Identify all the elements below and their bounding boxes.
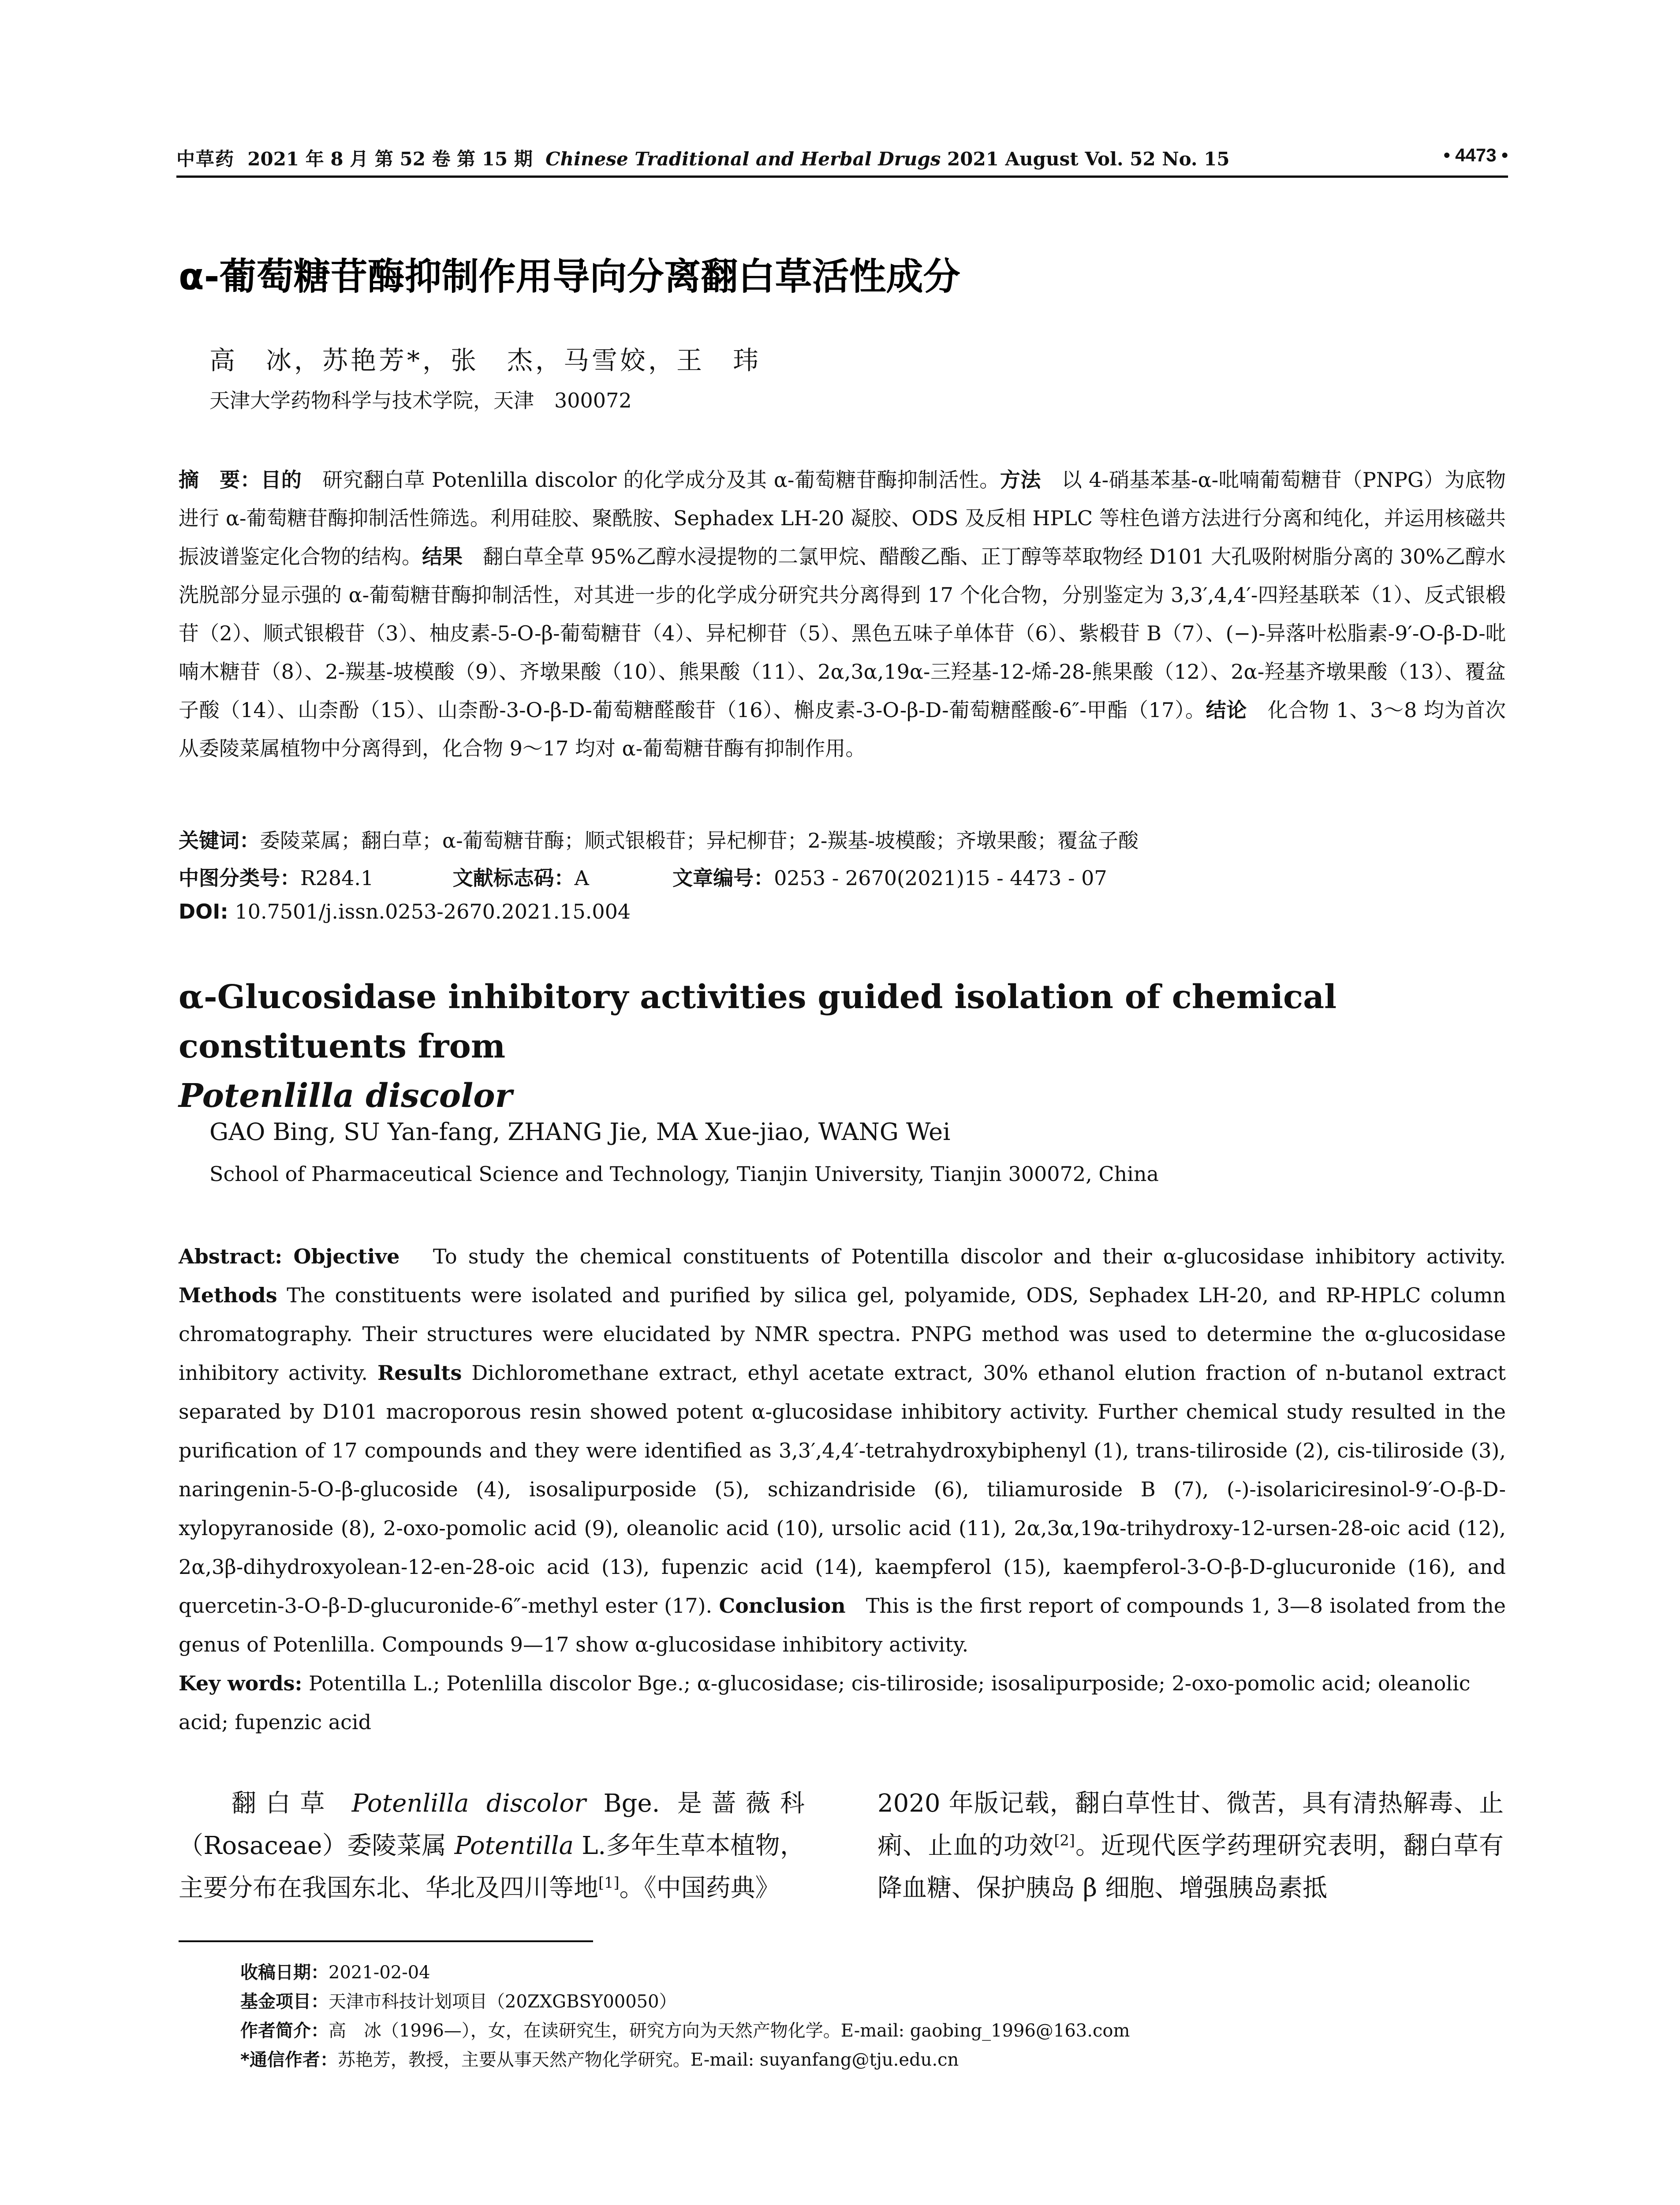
title-en [179, 972, 1506, 1121]
keywords-cn [179, 825, 1139, 854]
doi-line [179, 900, 631, 923]
authors-en: GAO Bing, SU Yan-fang, ZHANG Jie, MA Xue-jiao, WANG Wei [209, 1118, 951, 1146]
footnote-label: 作者简介： [240, 2021, 329, 2041]
footnote-text: 2021-02-04 [329, 1962, 430, 1983]
methods-text: 以 4-硝基苯基-α-吡喃葡萄糖苷（PNPG）为底物进行 α-葡萄糖苷酶抑制活性筛选。利用硅胶、聚酰胺、Sephadex LH-20 凝胶、ODS 及反相 HPLC 等柱色谱方法进行分离和纯化，并运用核磁共振波谱鉴定化合物的结构。 [179, 468, 1506, 568]
article-no-value: 0253 - 2670(2021)15 - 4473 - 07 [774, 866, 1107, 890]
footnote-label: 收稿日期： [240, 1962, 329, 1983]
doi-label: DOI: [179, 900, 228, 923]
article-no-label: 文章编号： [672, 866, 774, 890]
footnote-received [240, 1958, 1475, 1987]
conclusion-label: 结论 [1206, 698, 1247, 722]
authors-cn: 高 冰，苏艳芳*，张 杰，马雪姣，王 玮 [209, 345, 762, 375]
keywords-cn-label: 关键词： [179, 829, 260, 852]
species-name: Potenlilla discolor [351, 1789, 586, 1818]
conclusion-en-label: Conclusion [719, 1594, 846, 1618]
running-header [176, 145, 1508, 171]
footnote-text: 苏艳芳，教授，主要从事天然产物化学研究。E-mail: suyanfang@tju.edu.cn [337, 2050, 959, 2070]
footnote-text: 高 冰（1996—），女，在读研究生，研究方向为天然产物化学。E-mail: gaobing_1996@163.com [329, 2021, 1130, 2041]
abstract-cn [179, 461, 1506, 768]
citation-ref: [1] [598, 1874, 620, 1891]
footnotes [240, 1958, 1475, 2074]
footnote-label: *通信作者： [240, 2050, 338, 2070]
affiliation-cn: 天津大学药物科学与技术学院，天津 300072 [209, 389, 632, 412]
keywords-en [179, 1664, 1506, 1742]
objective-text: 研究翻白草 Potenlilla discolor 的化学成分及其 α-葡萄糖苷酶抑制活性。 [302, 468, 1000, 492]
doc-code-label: 文献标志码： [452, 866, 575, 890]
page-number: • 4473 • [1443, 145, 1508, 165]
genus-name: Potentilla [454, 1831, 574, 1860]
conclusion-text: 化合物 1、3～8 均为首次从委陵菜属植物中分离得到，化合物 9～17 均对 α-葡萄糖苷酶有抑制作用。 [179, 698, 1506, 760]
title-cn: α-葡萄糖苷酶抑制作用导向分离翻白草活性成分 [179, 255, 960, 298]
body-text: Bge. 是蔷薇科（Rosaceae）委陵菜属 [179, 1789, 805, 1860]
issue-en: 2021 August Vol. 52 No. 15 [947, 148, 1230, 170]
keywords-en-label: Key words: [179, 1671, 302, 1695]
abstract-en [179, 1237, 1506, 1742]
abstract-label: 摘 要： [179, 468, 261, 492]
clc-value: R284.1 [300, 866, 374, 890]
citation-ref: [2] [1054, 1831, 1075, 1849]
results-en-label: Results [377, 1361, 462, 1385]
keywords-en-text: Potentilla L.; Potenlilla discolor Bge.; α-glucosidase; cis-tiliroside; isosalipurposide; 2-oxo-pomolic acid; oleanolic acid; fupenzic acid [179, 1671, 1471, 1734]
affiliation-en: School of Pharmaceutical Science and Technology, Tianjin University, Tianjin 300072, China [209, 1162, 1159, 1186]
body-text: L.多年生草本植物，主要分布在我国东北、华北及四川等地 [179, 1831, 805, 1902]
journal-name-cn: 中草药 [176, 148, 235, 170]
clc-label: 中图分类号： [179, 866, 300, 890]
doi-value: 10.7501/j.issn.0253-2670.2021.15.004 [235, 900, 631, 923]
objective-en-label: Objective [293, 1245, 400, 1268]
conclusion-en-text: This is the first report of compounds 1, 3—8 isolated from the genus of Potenlilla. Compounds 9—17 show α-glucosidase inhibitory activity. [179, 1594, 1506, 1656]
title-en-line1: α-Glucosidase inhibitory activities guided isolation of chemical constituents from [179, 978, 1337, 1065]
methods-en-text: The constituents were isolated and purified by silica gel, polyamide, ODS, Sephadex LH-20, and RP-HPLC column chromatography. Their structures were elucidated by NMR spectra. PNPG method was used to determine the α-glucosidase inhibitory activity. [179, 1283, 1506, 1385]
results-label: 结果 [422, 545, 463, 568]
body-column-right [877, 1783, 1504, 1910]
footnote-fund [240, 1987, 1475, 2016]
issue-cn: 2021 年 8 月 第 52 卷 第 15 期 [247, 148, 533, 170]
footnote-rule [179, 1940, 593, 1942]
objective-label: 目的 [261, 468, 302, 492]
journal-name-en: Chinese Traditional and Herbal Drugs [545, 148, 941, 170]
results-text: 翻白草全草 95%乙醇水浸提物的二氯甲烷、醋酸乙酯、正丁醇等萃取物经 D101 大孔吸附树脂分离的 30%乙醇水洗脱部分显示强的 α-葡萄糖苷酶抑制活性，对其进一步的化学成分研究共分离得到 17 个化合物，分别鉴定为 3,3′,4,4′-四羟基联苯（1）、反式银椴苷（2）、顺式银椴苷（3）、柚皮素-5-O-β-葡萄糖苷（4）、异杞柳苷（5）、黑色五味子单体苷（6）、紫椴苷 B（7）、(−)-异落叶松脂素-9′-O-β-D-吡喃木糖苷（8）、2-羰基-坡模酸（9）、齐墩果酸（10）、熊果酸（11）、2α,3α,19α-三羟基-12-烯-28-熊果酸（12）、2α-羟基齐墩果酸（13）、覆盆子酸（14）、山柰酚（15）、山柰酚-3-O-β-D-葡萄糖醛酸苷（16）、槲皮素-3-O-β-D-葡萄糖醛酸-6″-甲酯（17）。 [179, 545, 1506, 722]
footnote-author [240, 2016, 1475, 2045]
abstract-en-label: Abstract: [179, 1245, 283, 1268]
results-en-text: Dichloromethane extract, ethyl acetate extract, 30% ethanol elution fraction of n-butanol extract separated by D101 macroporous resin showed potent α-glucosidase inhibitory activity. Further chemical study resulted in the purification of 17 compounds and they were identified as 3,3′,4,4′-tetrahydroxybiphenyl (1), trans-tiliroside (2), cis-tiliroside (3), naringenin-5-O-β-glucoside (4), isosalipurposide (5), schizandriside (6), tiliamuroside B (7), (-)-isolariciresinol-9′-O-β-D-xylopyranoside (8), 2-oxo-pomolic acid (9), oleanolic acid (10), ursolic acid (11), 2α,3α,19α-trihydroxy-12-ursen-28-oic acid (12), 2α,3β-dihydroxyolean-12-en-28-oic acid (13), fupenzic acid (14), kaempferol (15), kaempferol-3-O-β-D-glucuronide (16), and quercetin-3-O-β-D-glucuronide-6″-methyl ester (17). [179, 1361, 1506, 1618]
body-text: 。近现代医学药理研究表明，翻白草有降血糖、保护胰岛 β 细胞、增强胰岛素抵 [877, 1831, 1504, 1902]
body-column-left [179, 1783, 805, 1910]
footnote-text: 天津市科技计划项目（20ZXGBSY00050） [329, 1992, 677, 2012]
classification-line [179, 862, 1107, 891]
title-en-line2: Potenlilla discolor [179, 1077, 512, 1115]
body-text: 2020 年版记载，翻白草性甘、微苦，具有清热解毒、止痢、止血的功效 [877, 1789, 1504, 1860]
methods-en-label: Methods [179, 1283, 277, 1307]
footnote-corresponding [240, 2045, 1475, 2074]
objective-en-text: To study the chemical constituents of Potentilla discolor and their α-glucosidase inhibitory activity. [433, 1245, 1506, 1268]
keywords-cn-text: 委陵菜属；翻白草；α-葡萄糖苷酶；顺式银椴苷；异杞柳苷；2-羰基-坡模酸；齐墩果酸；覆盆子酸 [260, 829, 1139, 852]
methods-label: 方法 [1000, 468, 1041, 492]
header-rule [176, 176, 1508, 178]
footnote-label: 基金项目： [240, 1992, 329, 2012]
body-text: 。《中国药典》 [619, 1874, 780, 1902]
doc-code-value: A [574, 866, 589, 890]
body-text: 翻白草 [231, 1789, 352, 1818]
